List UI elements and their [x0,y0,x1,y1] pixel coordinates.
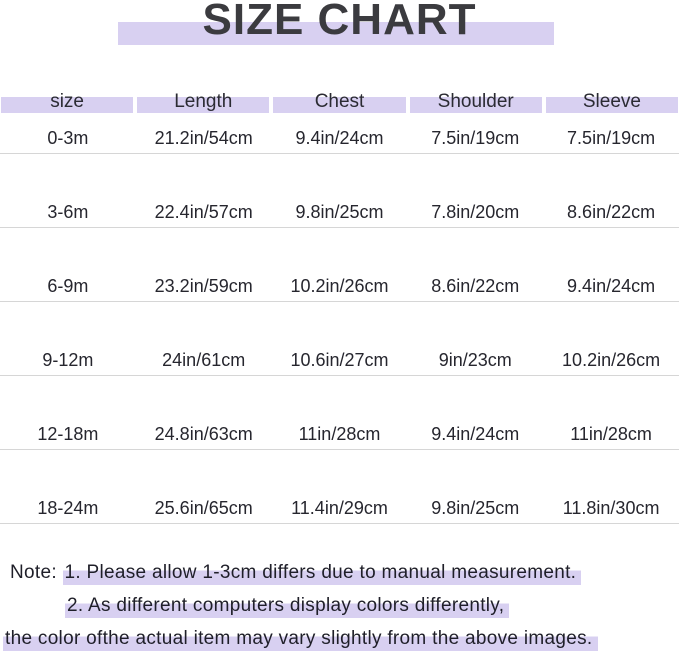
measurement-cell: 7.5in/19cm [567,128,656,148]
column-header-size [1,90,133,116]
note-section [0,561,679,651]
size-cell: 6-9m [47,276,89,296]
measurement-cell: 7.8in/20cm [431,202,520,222]
measurement-cell: 9.4in/24cm [567,276,656,296]
note-line [0,594,679,618]
size-table [0,90,679,524]
note-line [0,561,679,585]
measurement-cell: 9in/23cm [438,350,512,370]
table-row [0,450,679,524]
measurement-cell: 21.2in/54cm [154,128,253,148]
column-header-shoulder [410,90,542,116]
table-row [0,302,679,376]
measurement-cell: 8.6in/22cm [567,202,656,222]
measurement-cell: 7.5in/19cm [431,128,520,148]
size-cell: 3-6m [47,202,89,222]
table-row [0,376,679,450]
size-cell: 18-24m [37,498,99,518]
measurement-cell: 11in/28cm [298,424,381,444]
column-header-chest [273,90,405,116]
column-header-sleeve [546,90,678,116]
column-header-label: Chest [314,91,365,112]
measurement-cell: 9.4in/24cm [295,128,384,148]
size-cell: 0-3m [47,128,89,148]
measurement-cell: 9.4in/24cm [431,424,520,444]
measurement-cell: 24.8in/63cm [154,424,253,444]
measurement-cell: 9.8in/25cm [295,202,384,222]
size-cell: 9-12m [42,350,94,370]
table-row [0,116,679,154]
measurement-cell: 11.8in/30cm [562,498,660,518]
table-body [0,116,679,524]
note-line-2: 2. As different computers display colors differently, [65,595,509,618]
measurement-cell: 11.4in/29cm [291,498,388,518]
measurement-cell: 22.4in/57cm [154,202,253,222]
table-row [0,228,679,302]
table-header-row [0,90,679,116]
table-row [0,154,679,228]
column-header-label: Sleeve [582,91,641,112]
note-prefix: Note: [10,562,63,583]
column-header-label: Length [174,91,233,112]
column-header-label: size [50,91,84,112]
note-line [0,627,679,651]
page-header [0,0,679,56]
column-header-length [137,90,269,116]
measurement-cell: 9.8in/25cm [431,498,520,518]
measurement-cell: 24in/61cm [162,350,246,370]
measurement-cell: 25.6in/65cm [154,498,253,518]
column-header-label: Shoulder [437,91,514,112]
measurement-cell: 11in/28cm [570,424,652,444]
measurement-cell: 10.6in/27cm [290,350,389,370]
measurement-cell: 10.2in/26cm [290,276,389,296]
measurement-cell: 23.2in/59cm [154,276,253,296]
measurement-cell: 10.2in/26cm [562,350,661,370]
size-cell: 12-18m [37,424,99,444]
note-line-1: 1. Please allow 1-3cm differs due to manual measurement. [63,562,582,585]
note-line-3: the color ofthe actual item may vary slightly from the above images. [3,628,598,651]
measurement-cell: 8.6in/22cm [431,276,520,296]
page-title: SIZE CHART [202,0,477,44]
